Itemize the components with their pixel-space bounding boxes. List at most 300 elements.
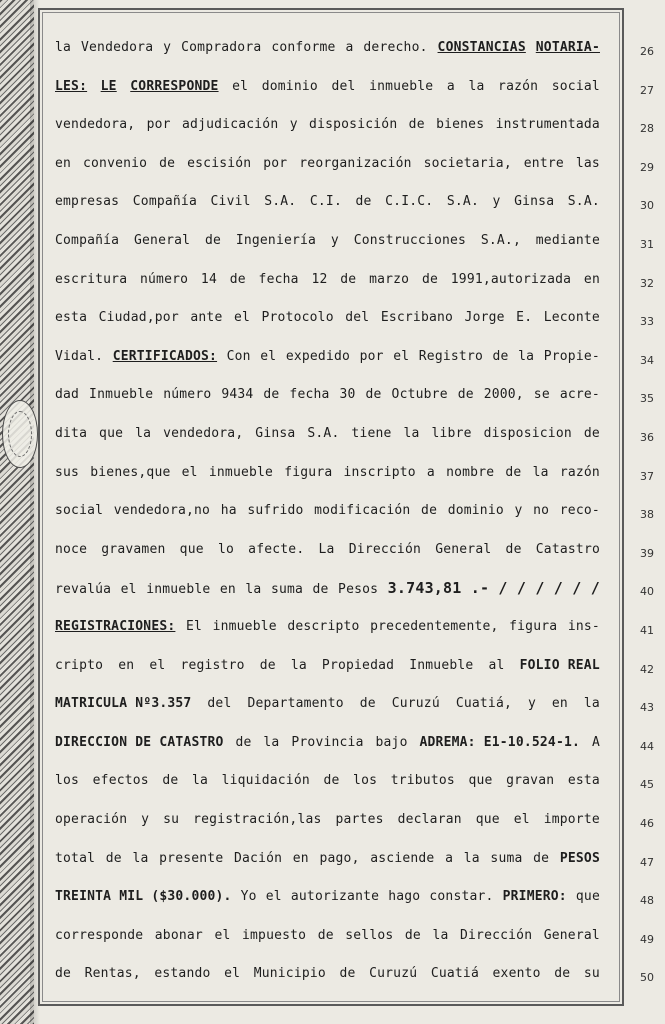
line-word: Ginsa — [255, 426, 296, 441]
line-word: de — [533, 851, 550, 866]
line-word: figura — [509, 619, 558, 634]
document-line — [55, 808, 600, 832]
line-word: partes — [335, 812, 384, 827]
line-word: la — [583, 696, 600, 711]
line-word: Construcciones — [353, 233, 467, 248]
line-word: de — [235, 735, 252, 750]
document-line — [55, 654, 600, 678]
emphasized-text: NOTARIA- — [535, 40, 600, 55]
line-word: de — [421, 503, 438, 518]
line-word: dominio — [447, 503, 504, 518]
emphasized-text: FOLIO REAL — [519, 658, 600, 673]
line-number: 47 — [640, 856, 654, 869]
line-word: y — [527, 696, 536, 711]
line-word: Municipio — [253, 966, 326, 981]
line-word: societaria, — [423, 156, 512, 171]
emphasized-text: REGISTRACIONES: — [55, 619, 176, 634]
line-word: Departamento — [247, 696, 344, 711]
line-word: Jorge — [464, 310, 505, 325]
line-word: la — [290, 658, 307, 673]
document-line — [55, 499, 600, 523]
line-word: y — [163, 40, 172, 55]
line-word: importe — [543, 812, 600, 827]
line-word: de — [340, 272, 357, 287]
line-number: 29 — [640, 161, 654, 174]
line-word: a — [446, 79, 455, 94]
line-number: 42 — [640, 663, 654, 676]
line-word: abonar — [154, 928, 203, 943]
document-line — [55, 268, 600, 292]
line-word: a — [445, 851, 454, 866]
document-line — [55, 885, 600, 909]
line-word: ha — [220, 503, 237, 518]
line-word: fecha — [258, 272, 299, 287]
line-word: el — [120, 582, 137, 597]
emphasized-text: ADREMA: E1-10.524-1. — [419, 735, 581, 750]
document-line — [55, 692, 600, 716]
line-word: La — [318, 542, 335, 557]
line-word: lo — [217, 542, 234, 557]
line-word: la — [191, 773, 209, 788]
line-word: los — [55, 773, 80, 788]
line-word: de — [312, 582, 329, 597]
document-line — [55, 769, 600, 793]
document-line — [55, 190, 600, 214]
line-word: registración,las — [193, 812, 322, 827]
emphasized-text: TREINTA MIL ($30.000). — [55, 889, 232, 904]
line-word: Compañía — [55, 233, 120, 248]
line-word: inmueble — [369, 79, 434, 94]
line-word: Provincia — [291, 735, 364, 750]
line-word: bienes — [436, 117, 485, 132]
document-line — [55, 731, 600, 755]
line-word: cripto — [55, 658, 104, 673]
line-word: hago — [388, 889, 421, 904]
line-word: afecte. — [248, 542, 305, 557]
document-line — [55, 113, 600, 137]
line-word: inmueble — [208, 465, 274, 480]
line-word: de — [505, 542, 522, 557]
line-word: número — [140, 272, 189, 287]
line-word: no — [533, 503, 550, 518]
line-word: en — [292, 851, 309, 866]
line-word: inmueble — [212, 619, 277, 634]
line-word: de — [421, 272, 439, 287]
line-word: el — [232, 79, 249, 94]
line-word: Dirección — [348, 542, 422, 557]
line-number: 41 — [640, 624, 654, 637]
line-word: la — [263, 735, 280, 750]
line-number: 34 — [640, 354, 654, 367]
line-number: 27 — [640, 84, 654, 97]
line-word: asciende — [370, 851, 435, 866]
line-number: 33 — [640, 315, 654, 328]
line-word: disposicion — [483, 426, 572, 441]
line-word: efectos — [92, 773, 149, 788]
line-word: tributos — [390, 773, 455, 788]
document-line — [55, 306, 600, 330]
line-word: en — [583, 272, 600, 287]
line-word: el — [265, 889, 282, 904]
line-word: de — [365, 387, 382, 402]
line-word: convenio — [82, 156, 148, 171]
line-word: número — [163, 387, 212, 402]
line-word: su — [583, 966, 600, 981]
line-number: 50 — [640, 971, 654, 984]
line-number: 44 — [640, 740, 654, 753]
line-word: 12 — [311, 272, 328, 287]
line-word: entre — [523, 156, 564, 171]
document-line — [55, 847, 600, 871]
document-line — [55, 422, 600, 446]
line-word: que — [468, 773, 493, 788]
line-word: Vendedora — [80, 40, 154, 55]
line-word: del — [345, 310, 370, 325]
line-word: mediante — [535, 233, 600, 248]
line-number: 28 — [640, 122, 654, 135]
line-word: la — [132, 851, 149, 866]
line-word: 3.743,81 .- / / / / / / — [387, 579, 600, 597]
line-word: precedentemente, — [370, 619, 499, 634]
line-number: 30 — [640, 199, 654, 212]
line-number: 46 — [640, 817, 654, 830]
line-word: la — [518, 349, 535, 364]
line-word: General — [134, 233, 191, 248]
line-word: exento — [492, 966, 541, 981]
line-word: el — [214, 928, 231, 943]
line-word: razón — [498, 79, 539, 94]
document-line — [55, 75, 600, 99]
emphasized-text: CONSTANCIAS — [437, 40, 526, 55]
line-word: de — [105, 851, 122, 866]
line-word: sufrido — [247, 503, 304, 518]
line-word: S.A. — [307, 426, 340, 441]
line-word: de — [162, 773, 179, 788]
line-word: la — [135, 426, 152, 441]
line-number: 35 — [640, 392, 654, 405]
line-word: Con — [226, 349, 251, 364]
line-number: 49 — [640, 933, 654, 946]
line-word: C.I.C. — [385, 194, 434, 209]
line-word: escisión — [187, 156, 252, 171]
line-word: de — [229, 272, 246, 287]
line-word: General — [543, 928, 600, 943]
line-word: del — [331, 79, 356, 94]
line-word: modificación — [314, 503, 411, 518]
line-word: de — [554, 966, 571, 981]
line-word: de — [404, 928, 421, 943]
line-word: 2000, — [483, 387, 524, 402]
line-word: corresponde — [55, 928, 144, 943]
line-word: Civil — [210, 194, 251, 209]
line-word: Cuatiá — [430, 966, 479, 981]
line-word: Dación — [233, 851, 283, 866]
seal-stamp-inner — [8, 411, 32, 457]
line-word: de — [408, 117, 425, 132]
line-word: en — [55, 156, 72, 171]
line-word: al — [488, 658, 505, 673]
line-word: el — [260, 349, 277, 364]
line-word: fecha — [289, 387, 330, 402]
line-word: de — [583, 426, 600, 441]
line-word: social — [55, 503, 104, 518]
line-word: la — [55, 40, 72, 55]
line-word: esta — [567, 773, 600, 788]
document-line — [55, 152, 600, 176]
line-word: de — [492, 349, 509, 364]
line-word: Curuzú — [369, 966, 418, 981]
line-word: Ginsa — [514, 194, 555, 209]
line-word: que — [179, 542, 204, 557]
line-word: S.A., — [480, 233, 521, 248]
line-word: de — [204, 233, 222, 248]
line-word: Vidal. — [55, 349, 104, 364]
seal-stamp — [2, 400, 38, 468]
line-word: que — [99, 426, 124, 441]
line-word: ante — [190, 310, 223, 325]
line-word: Propiedad — [321, 658, 395, 673]
line-word: C.I. — [309, 194, 342, 209]
line-number: 32 — [640, 277, 654, 290]
line-word: reorganización — [299, 156, 412, 171]
line-word: Catastro — [535, 542, 600, 557]
document-line — [55, 345, 600, 369]
line-word: suma — [490, 851, 523, 866]
line-word: suma — [270, 582, 304, 597]
line-word: gravamen — [101, 542, 166, 557]
line-word: el — [224, 966, 241, 981]
line-word: el — [181, 465, 198, 480]
line-word: el — [393, 349, 410, 364]
line-word: marzo — [369, 272, 410, 287]
line-word: 30 — [339, 387, 356, 402]
emphasized-text: PRIMERO: — [502, 889, 567, 904]
line-word: y — [289, 117, 298, 132]
line-word: A — [591, 735, 600, 750]
line-word: inmueble — [146, 582, 211, 597]
line-word: que — [575, 889, 600, 904]
line-word: libre — [431, 426, 472, 441]
line-word: pago, — [319, 851, 360, 866]
line-number: 39 — [640, 547, 654, 560]
line-word: Registro — [418, 349, 483, 364]
document-line — [55, 461, 600, 485]
line-word: dad — [55, 387, 80, 402]
line-word: inscripto — [343, 465, 416, 480]
line-word: por — [263, 156, 288, 171]
document-line — [55, 615, 600, 639]
line-word: Dirección — [459, 928, 533, 943]
emphasized-text: DIRECCION DE CATASTRO — [55, 735, 224, 750]
line-word: los — [353, 773, 378, 788]
line-word: instrumentada — [495, 117, 600, 132]
line-word: gravan — [506, 773, 555, 788]
line-word: 1991,autorizada — [450, 272, 572, 287]
line-word: autorizante — [290, 889, 380, 904]
line-word: Inmueble — [89, 387, 154, 402]
line-word: que — [475, 812, 500, 827]
line-word: disposición — [309, 117, 398, 132]
line-word: Protocolo — [261, 310, 334, 325]
line-word: nombre — [446, 465, 495, 480]
line-word: y — [514, 503, 523, 518]
line-word: reco- — [559, 503, 600, 518]
line-number: 36 — [640, 431, 654, 444]
line-word: de — [159, 156, 176, 171]
line-word: y — [330, 233, 339, 248]
line-word: las — [575, 156, 600, 171]
line-number: 26 — [640, 45, 654, 58]
line-word: dita — [55, 426, 88, 441]
line-word: Inmueble — [409, 658, 474, 673]
line-word: Curuzú — [391, 696, 440, 711]
book-binding — [0, 0, 34, 1024]
line-word: declaran — [397, 812, 462, 827]
line-word: a — [426, 465, 435, 480]
line-word: ins- — [567, 619, 600, 634]
line-word: figura — [284, 465, 333, 480]
line-word: conforme — [271, 40, 336, 55]
line-word: de — [339, 966, 356, 981]
emphasized-text: PESOS — [559, 851, 600, 866]
line-word: tiene — [351, 426, 392, 441]
line-word: la — [432, 928, 449, 943]
line-word: Yo — [240, 889, 257, 904]
line-word: y — [141, 812, 150, 827]
line-word: Cuatiá, — [455, 696, 512, 711]
line-word: registro — [180, 658, 245, 673]
line-word: razón — [559, 465, 600, 480]
line-word: Compañía — [132, 194, 197, 209]
line-word: dominio — [261, 79, 318, 94]
line-number: 37 — [640, 470, 654, 483]
line-word: derecho. — [363, 40, 428, 55]
line-word: Octubre — [391, 387, 448, 402]
line-word: de — [259, 658, 276, 673]
line-word: la — [245, 582, 262, 597]
line-word: sellos — [345, 928, 394, 943]
line-word: estando — [154, 966, 211, 981]
line-word: S.A. — [567, 194, 600, 209]
line-word: esta — [55, 310, 88, 325]
emphasized-text: MATRICULA Nº3.357 — [55, 696, 192, 711]
document-line — [55, 576, 600, 600]
document-line — [55, 538, 600, 562]
line-word: el — [513, 812, 530, 827]
line-word: de — [317, 928, 334, 943]
line-word: Ingeniería — [235, 233, 317, 248]
line-word: el — [233, 310, 251, 325]
line-word: el — [149, 658, 166, 673]
line-word: impuesto — [241, 928, 307, 943]
line-word: la — [463, 851, 480, 866]
line-word: de — [323, 773, 340, 788]
document-line — [55, 229, 600, 253]
line-word: General — [435, 542, 492, 557]
line-number: 40 — [640, 585, 654, 598]
line-word: 9434 — [221, 387, 254, 402]
line-word: de — [55, 966, 72, 981]
line-word: S.A. — [446, 194, 479, 209]
line-word: S.A. — [264, 194, 297, 209]
line-word: en — [219, 582, 236, 597]
line-word: presente — [159, 851, 224, 866]
line-word: la — [468, 79, 485, 94]
line-word: sus — [55, 465, 80, 480]
line-word: de — [263, 387, 280, 402]
emphasized-text: CERTIFICADOS: — [112, 349, 218, 364]
line-word: Leconte — [543, 310, 600, 325]
line-word: la — [532, 465, 549, 480]
line-word: de — [355, 194, 372, 209]
line-word: El — [185, 619, 203, 634]
line-word: de — [457, 387, 474, 402]
line-word: Pesos — [338, 582, 379, 597]
line-word: por — [359, 349, 384, 364]
line-word: bajo — [375, 735, 408, 750]
document-line — [55, 36, 600, 60]
line-number: 43 — [640, 701, 654, 714]
line-number: 45 — [640, 778, 654, 791]
line-word: de — [359, 696, 376, 711]
line-word: empresas — [55, 194, 120, 209]
line-word: Rentas, — [84, 966, 141, 981]
emphasized-text: LES: — [55, 79, 88, 94]
line-word: la — [403, 426, 420, 441]
line-word: vendedora, — [55, 117, 136, 132]
line-word: 14 — [200, 272, 217, 287]
line-word: adjudicación — [182, 117, 279, 132]
document-line — [55, 924, 600, 948]
line-word: vendedora,no — [113, 503, 211, 518]
line-word: acre- — [559, 387, 600, 402]
line-word: escritura — [55, 272, 128, 287]
line-word: del — [207, 696, 232, 711]
line-number: 31 — [640, 238, 654, 251]
line-word: Ciudad,por — [98, 310, 179, 325]
line-word: bienes,que — [90, 465, 171, 480]
line-word: en — [551, 696, 568, 711]
line-word: su — [163, 812, 180, 827]
line-word: social — [551, 79, 600, 94]
line-word: total — [55, 851, 96, 866]
line-word: operación — [55, 812, 128, 827]
line-word: liquidación — [221, 773, 310, 788]
line-word: a — [345, 40, 354, 55]
emphasized-text: LE — [100, 79, 117, 94]
line-word: descripto — [287, 619, 360, 634]
line-word: expedido — [285, 349, 351, 364]
line-number: 38 — [640, 508, 654, 521]
line-word: se — [533, 387, 550, 402]
line-word: de — [505, 465, 522, 480]
document-line — [55, 962, 600, 986]
line-word: revalúa — [55, 582, 112, 597]
document-line — [55, 383, 600, 407]
line-word: noce — [55, 542, 88, 557]
line-word: Escribano — [380, 310, 454, 325]
line-number: 48 — [640, 894, 654, 907]
line-word: Propie- — [543, 349, 600, 364]
line-word: Compradora — [181, 40, 262, 55]
line-word: por — [146, 117, 171, 132]
line-word: en — [118, 658, 135, 673]
line-word: vendedora, — [163, 426, 244, 441]
line-word: E. — [516, 310, 533, 325]
emphasized-text: CORRESPONDE — [130, 79, 219, 94]
line-word: constar. — [429, 889, 494, 904]
line-word: y — [492, 194, 501, 209]
